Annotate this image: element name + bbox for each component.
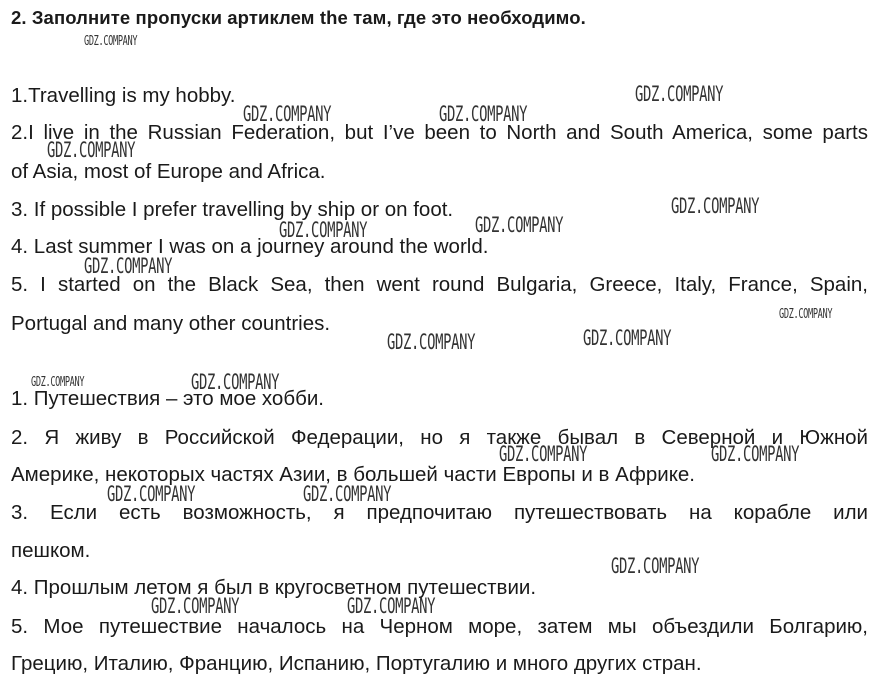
russian-line-6: 4. Прошлым летом я был в кругосветном путешествии. bbox=[11, 576, 537, 599]
watermark: GDZ.COMPANY bbox=[439, 102, 528, 126]
watermark: GDZ.COMPANY bbox=[243, 102, 332, 126]
watermark: GDZ.COMPANY bbox=[711, 442, 800, 466]
russian-line-4: 3. Если есть возможность, я предпочитаю путешествовать на корабле или bbox=[11, 501, 868, 524]
russian-line-3: Америке, некоторых частях Азии, в большей части Европы и в Африке. bbox=[11, 463, 695, 486]
english-line-1: 1.Travelling is my hobby. bbox=[11, 84, 236, 107]
watermark: GDZ.COMPANY bbox=[671, 194, 760, 218]
watermark: GDZ.COMPANY bbox=[635, 82, 724, 106]
watermark: GDZ.COMPANY bbox=[84, 34, 138, 49]
russian-line-1: 1. Путешествия – это мое хобби. bbox=[11, 387, 324, 410]
watermark: GDZ.COMPANY bbox=[583, 326, 672, 350]
exercise-title: 2. Заполните пропуски артиклем the там, где это необходимо. bbox=[11, 7, 586, 28]
watermark: GDZ.COMPANY bbox=[347, 594, 436, 618]
russian-line-7: 5. Мое путешествие началось на Черном море, затем мы объездили Болгарию, bbox=[11, 615, 868, 638]
watermark: GDZ.COMPANY bbox=[475, 213, 564, 237]
watermark: GDZ.COMPANY bbox=[499, 442, 588, 466]
russian-line-8: Грецию, Италию, Францию, Испанию, Португалию и много других стран. bbox=[11, 652, 702, 675]
english-line-7: Portugal and many other countries. bbox=[11, 312, 331, 335]
watermark: GDZ.COMPANY bbox=[779, 307, 833, 322]
english-line-4: 3. If possible I prefer travelling by ship or on foot. bbox=[11, 198, 454, 221]
english-line-2: 2.I live in the Russian Federation, but I’ve been to North and South America, some parts bbox=[11, 121, 868, 144]
watermark: GDZ.COMPANY bbox=[31, 375, 85, 390]
watermark: GDZ.COMPANY bbox=[387, 330, 476, 354]
russian-line-2: 2. Я живу в Российской Федерации, но я также бывал в Северной и Южной bbox=[11, 426, 868, 449]
watermark: GDZ.COMPANY bbox=[303, 482, 392, 506]
watermark: GDZ.COMPANY bbox=[151, 594, 240, 618]
watermark: GDZ.COMPANY bbox=[191, 370, 280, 394]
watermark: GDZ.COMPANY bbox=[279, 218, 368, 242]
english-line-3: of Asia, most of Europe and Africa. bbox=[11, 160, 326, 183]
watermark: GDZ.COMPANY bbox=[107, 482, 196, 506]
watermark: GDZ.COMPANY bbox=[611, 554, 700, 578]
english-line-6: 5. I started on the Black Sea, then went round Bulgaria, Greece, Italy, France, Spain, bbox=[11, 273, 868, 296]
watermark: GDZ.COMPANY bbox=[47, 138, 136, 162]
watermark: GDZ.COMPANY bbox=[84, 254, 173, 278]
russian-line-5: пешком. bbox=[11, 539, 91, 562]
english-line-5: 4. Last summer I was on a journey around the world. bbox=[11, 235, 489, 258]
